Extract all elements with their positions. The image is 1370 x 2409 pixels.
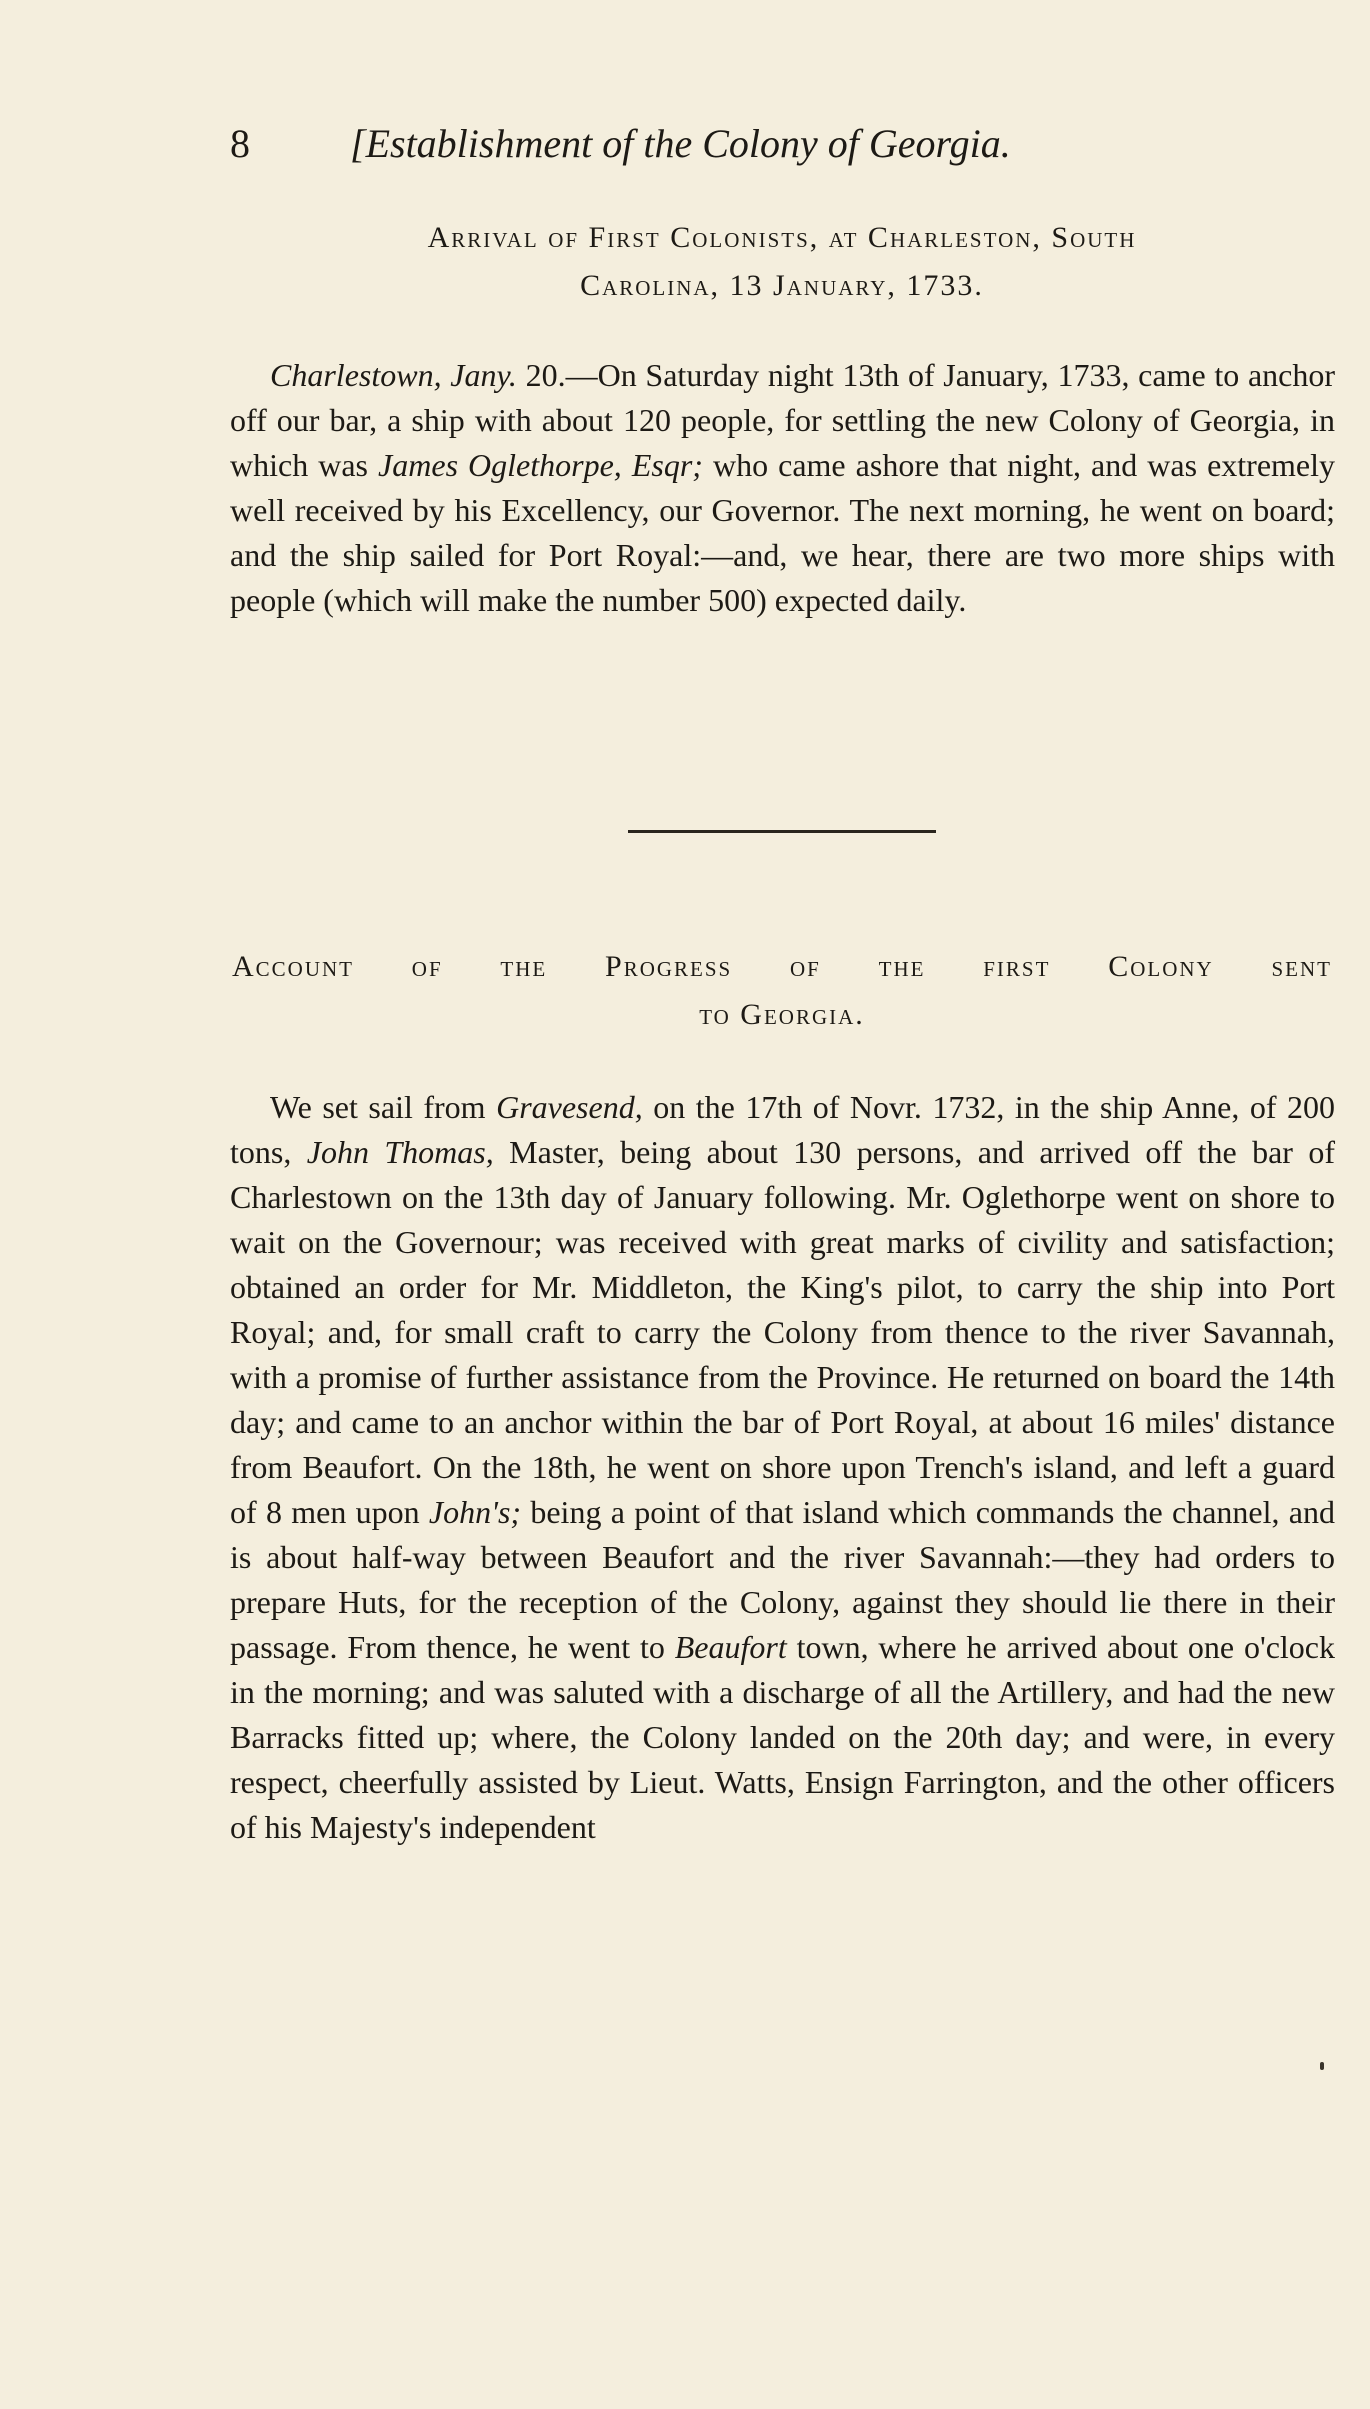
- section-heading-line: Account of the Progress of the first Colony sent: [232, 950, 1332, 983]
- page-number: 8: [230, 121, 250, 166]
- section-heading-line: to Georgia.: [699, 998, 865, 1031]
- section-heading-line: Carolina, 13 January, 1733.: [580, 269, 984, 302]
- print-mark: [1320, 2062, 1324, 2070]
- text-run: Master, being about 130 persons, and arrived off the bar of Charlestown on the 13th day of January following. Mr. Oglethorpe went on shore to wait on the Governour; was received with great marks of civility and satisfaction; obtained an order for Mr. Middleton, the King's pilot, to carry the ship into Port Royal; and, for small craft to carry the Colony from thence to the river Savannah, with a promise of further assistance from the Province. He returned on board the 14th day; and came to an anchor within the bar of Port Royal, at about 16 miles' distance from Beaufort. On the 18th, he went on shore upon Trench's island, and left a guard of 8 men upon: [230, 1134, 1336, 1530]
- text-run: town, where he arrived about one o'clock in the morning; and was saluted with a discharge of all the Artillery, and had the new Barracks fitted up; where, the Colony landed on the 20th day; and were, in every respect, cheerfully assisted by Lieut. Watts, Ensign Farrington, and the other officers of his Majesty's independent: [230, 1629, 1336, 1845]
- text-run: being a point of that island which commands the channel, and is about half-way between Beaufort and the river Savannah:—they had orders to prepare Huts, for the reception of the Colony, against they should lie there in their passage. From thence, he went to: [230, 1494, 1336, 1665]
- text-run: Gravesend,: [496, 1089, 643, 1125]
- section-divider: [628, 830, 936, 833]
- text-run: We set sail from: [270, 1089, 497, 1125]
- text-run: 20.—On Saturday night 13th of January, 1733, came to anchor off our bar, a ship with about 120 people, for settling the new Colony of Georgia, in which was: [230, 357, 1336, 483]
- section-heading-arrival: [232, 214, 1332, 310]
- running-head: [230, 120, 1230, 180]
- text-run: James Oglethorpe, Esqr;: [378, 447, 703, 483]
- running-head-title: [Establishment of the Colony of Georgia.: [350, 121, 1011, 166]
- section-heading-account: [232, 943, 1332, 1039]
- text-run: Beaufort: [674, 1629, 787, 1665]
- text-run: Charlestown, Jany.: [270, 357, 517, 393]
- text-run: on the 17th of Novr. 1732, in the ship Anne, of 200 tons,: [230, 1089, 1336, 1170]
- paragraph-charlestown-report: [230, 353, 1335, 623]
- text-run: John's;: [428, 1494, 522, 1530]
- text-run: who came ashore that night, and was extremely well received by his Excellency, our Governor. The next morning, he went on board; and the ship sailed for Port Royal:—and, we hear, there are two more ships with people (which will make the number 500) expected daily.: [230, 447, 1336, 618]
- text-run: John Thomas,: [306, 1134, 494, 1170]
- paragraph-colony-progress: [230, 1085, 1335, 1850]
- section-heading-line: Arrival of First Colonists, at Charleston, South: [427, 221, 1137, 254]
